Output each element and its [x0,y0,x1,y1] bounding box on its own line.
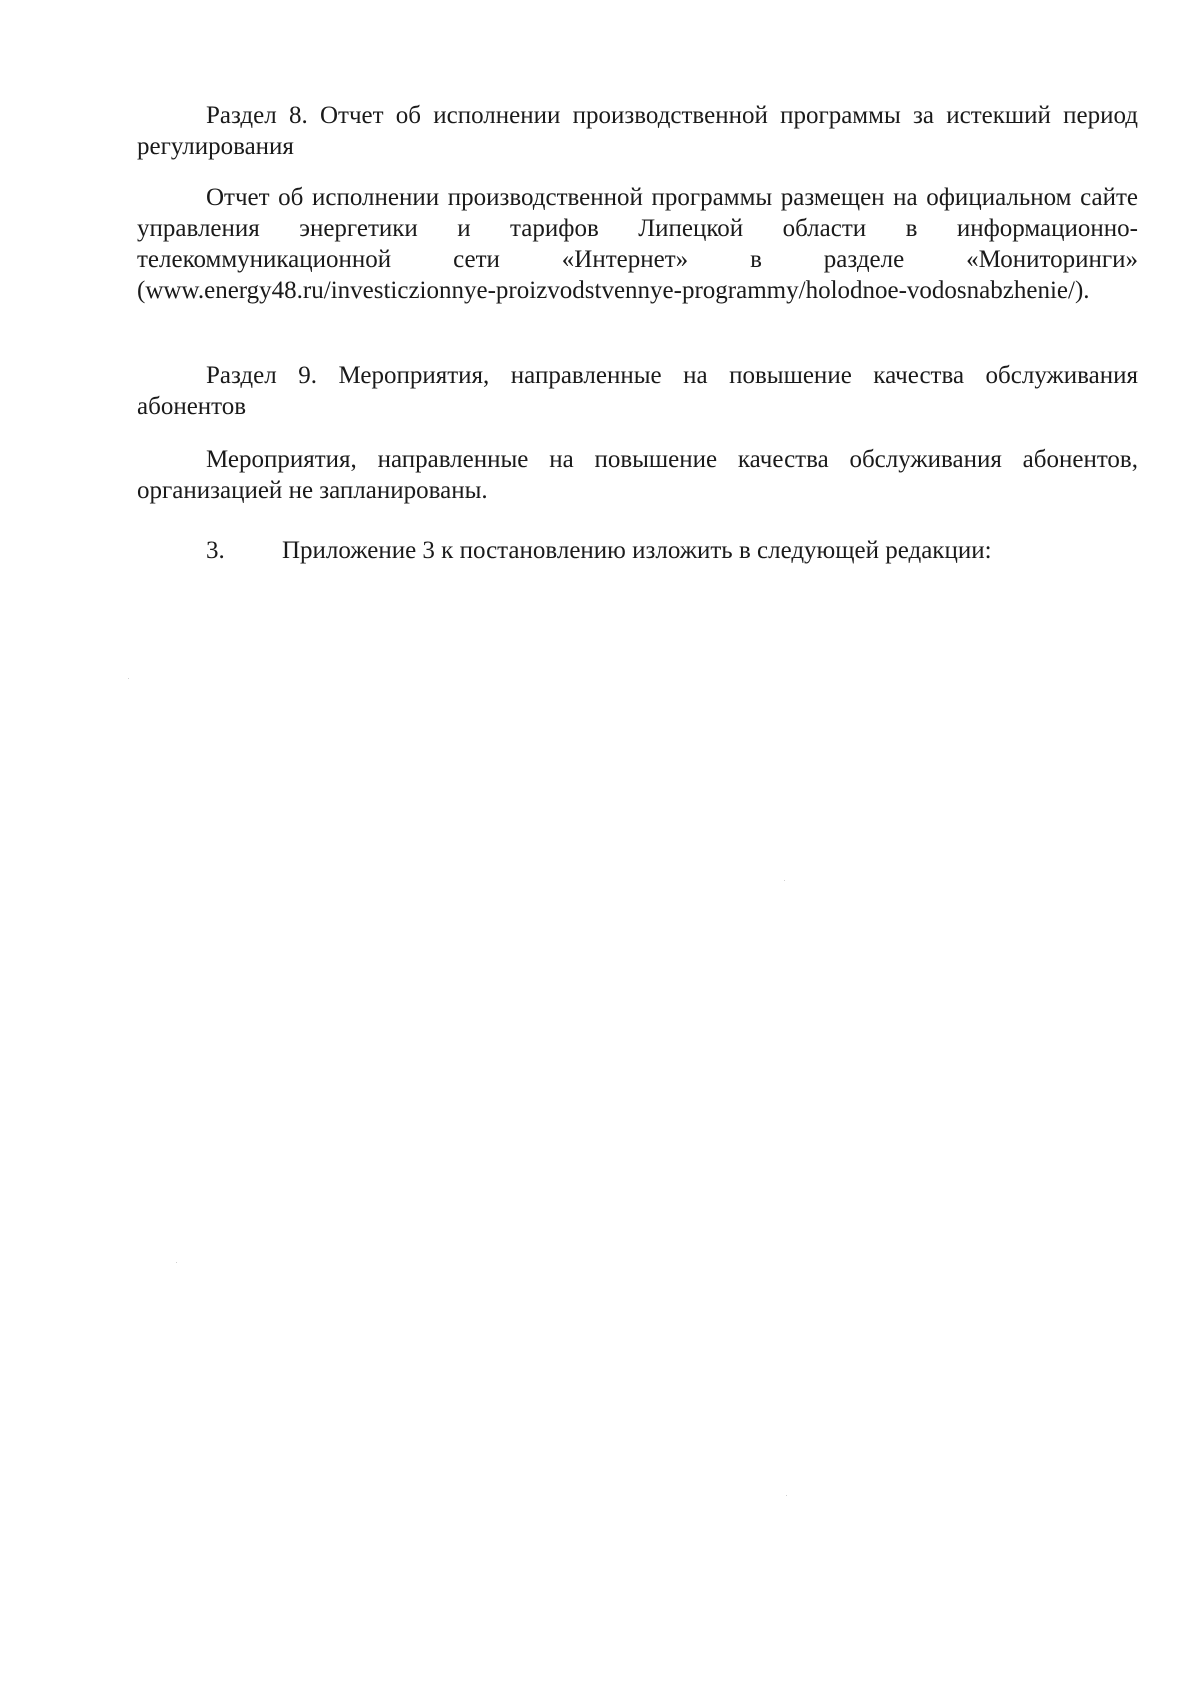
scan-speck [128,678,129,679]
section-8-body: Отчет об исполнении производственной программы размещен на официальном сайте управления энергетики и тарифов Липецкой области в информационно-телекоммуникационной сети «Интернет» в разделе «Мониторинги» (www.energy48.ru/investiczionnye-proizvodstvennye-programmy/holodnoe-vodosnabzhenie/). [137,184,1138,304]
section-8-block [137,100,1138,162]
scan-speck [176,1262,177,1263]
scan-speck [786,1495,787,1496]
section-9-body-block [137,444,1138,506]
section-8-heading: Раздел 8. Отчет об исполнении производственной программы за истекший период регулирования [137,102,1138,160]
list-item-text: Приложение 3 к постановлению изложить в следующей редакции: [282,537,992,564]
list-item-number: 3. [206,537,225,564]
section-9-heading: Раздел 9. Мероприятия, направленные на повышение качества обслуживания абонентов [137,362,1138,420]
section-9-body: Мероприятия, направленные на повышение качества обслуживания абонентов, организацией не запланированы. [137,446,1138,504]
section-9-block [137,360,1138,422]
scan-speck [784,880,785,881]
section-8-body-block [137,182,1138,306]
